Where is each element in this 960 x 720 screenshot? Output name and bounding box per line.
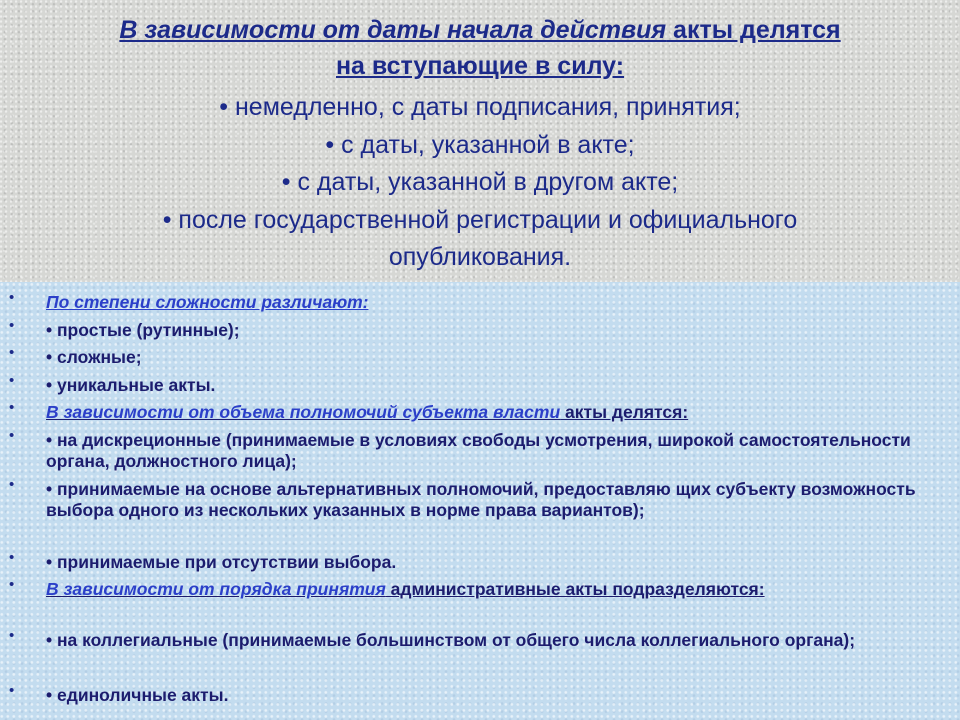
section-heading-rest: административные акты подразделяются: xyxy=(385,579,765,599)
bottom-panel xyxy=(0,282,960,720)
list-item-text xyxy=(46,579,926,600)
list-item-text: • единоличные акты. xyxy=(46,685,229,705)
top-heading-rest: акты делятся xyxy=(666,16,841,44)
top-bullet-list xyxy=(0,89,960,277)
list-item-text: • на дискреционные (принимаемые в условиях свободы усмотрения, широкой самостоятельности органа, должностного лица); xyxy=(46,430,911,471)
bullet-marker: • xyxy=(9,682,15,699)
bullet-marker: • xyxy=(9,372,15,389)
top-bullet: • с даты, указанной в акте; xyxy=(325,130,635,159)
top-bullet: • немедленно, с даты подписания, принятия; xyxy=(219,93,741,121)
list-item-text xyxy=(46,292,926,313)
list-item-text: • на коллегиальные (принимаемые большинством от общего числа коллегиального органа); xyxy=(46,630,856,650)
bullet-marker: • xyxy=(9,549,15,566)
top-bullet: опубликования. xyxy=(388,243,572,271)
list-item-text: • простые (рутинные); xyxy=(46,320,240,340)
section-heading-italic: В зависимости от порядка принятия xyxy=(46,579,386,599)
top-heading xyxy=(0,12,960,84)
bullet-marker: • xyxy=(9,344,15,361)
section-heading-italic: В зависимости от объема полномочий субъекта власти xyxy=(46,402,561,422)
top-heading-line2: на вступающие в силу: xyxy=(335,52,625,80)
section-heading-rest: акты делятся: xyxy=(560,402,689,422)
bullet-marker: • xyxy=(9,289,15,306)
top-bullet: • с даты, указанной в другом акте; xyxy=(281,168,679,196)
top-heading-italic: В зависимости от даты начала действия xyxy=(119,16,667,44)
bullet-marker: • xyxy=(9,576,15,593)
list-item-text: • принимаемые при отсутствии выбора. xyxy=(46,552,397,572)
top-bullet: • после государственной регистрации и официального xyxy=(162,205,798,234)
bullet-marker: • xyxy=(9,476,15,493)
section-heading-italic: По степени сложности различают: xyxy=(46,292,369,312)
bullet-marker: • xyxy=(9,427,15,444)
bullet-marker: • xyxy=(9,399,15,416)
list-item-text: • уникальные акты. xyxy=(46,375,216,395)
list-item-text: • сложные; xyxy=(46,347,142,367)
bullet-marker: • xyxy=(9,627,15,644)
bullet-marker: • xyxy=(9,317,15,334)
top-panel xyxy=(0,0,960,282)
list-item-text xyxy=(46,402,926,423)
list-item-text: • принимаемые на основе альтернативных полномочий, предоставляю щих субъекту возможность выбора одного из нескольких указанных в норме права вариантов); xyxy=(46,479,916,520)
